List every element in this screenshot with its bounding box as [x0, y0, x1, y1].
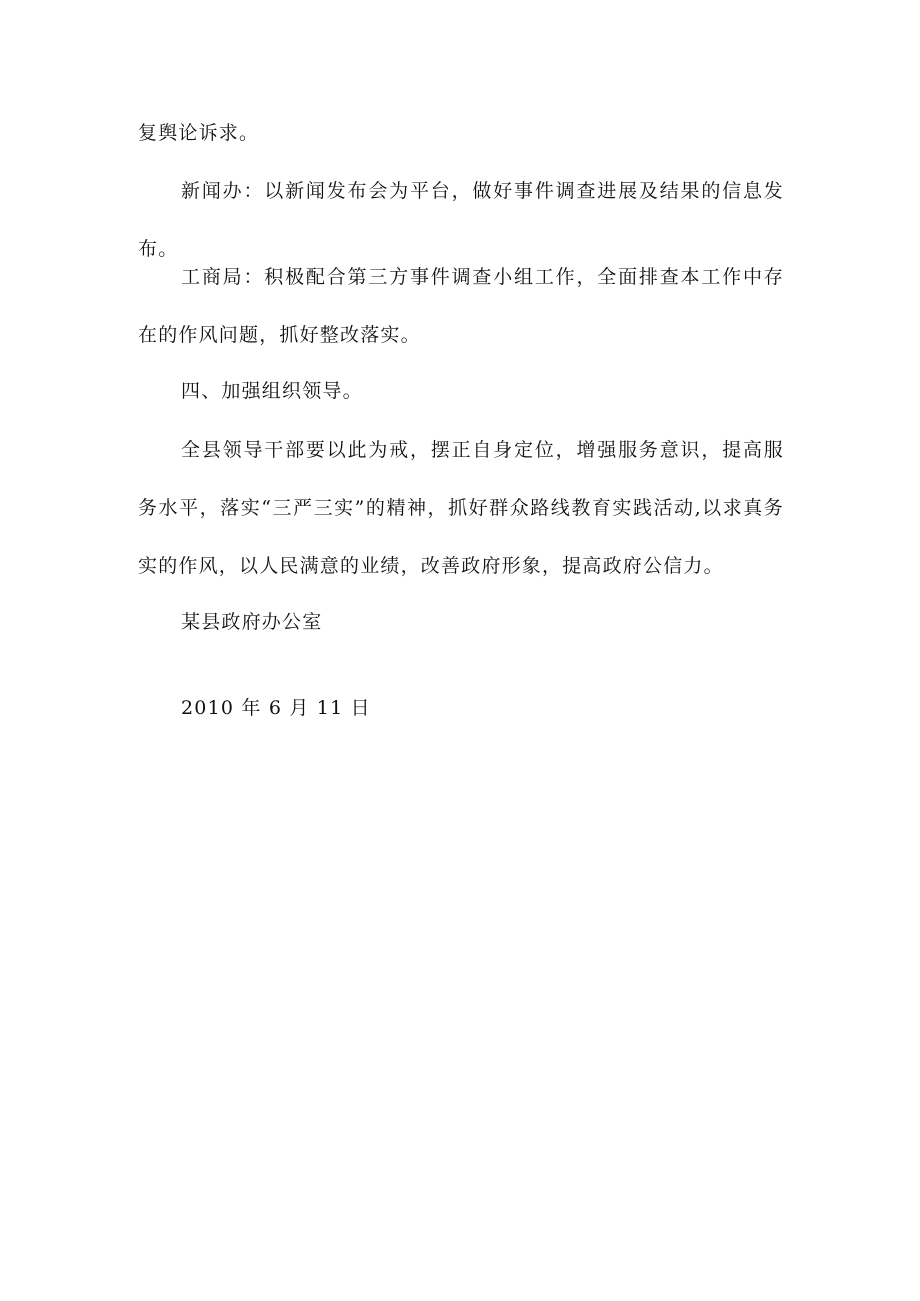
signature-office: 某县政府办公室	[181, 611, 323, 633]
paragraph-leadership-body: 全县领导干部要以此为戒，摆正自身定位，增强服务意识，提高服务水平，落实“三严三实”的精神，抓好群众路线教育实践活动,以求真务实的作风，以人民满意的业绩，改善政府形象，提高政府公信力。	[138, 439, 784, 577]
signature-date: 2010 年 6 月 11 日	[181, 697, 371, 719]
paragraph-press-office: 新闻办：以新闻发布会为平台，做好事件调查进展及结果的信息发布。	[138, 180, 784, 260]
paragraph-continuation: 复舆论诉求。	[138, 122, 260, 144]
paragraph-commerce-bureau: 工商局：积极配合第三方事件调查小组工作，全面排查本工作中存在的作风问题，抓好整改落实。	[138, 266, 784, 346]
section-heading-leadership: 四、加强组织领导。	[181, 380, 363, 402]
